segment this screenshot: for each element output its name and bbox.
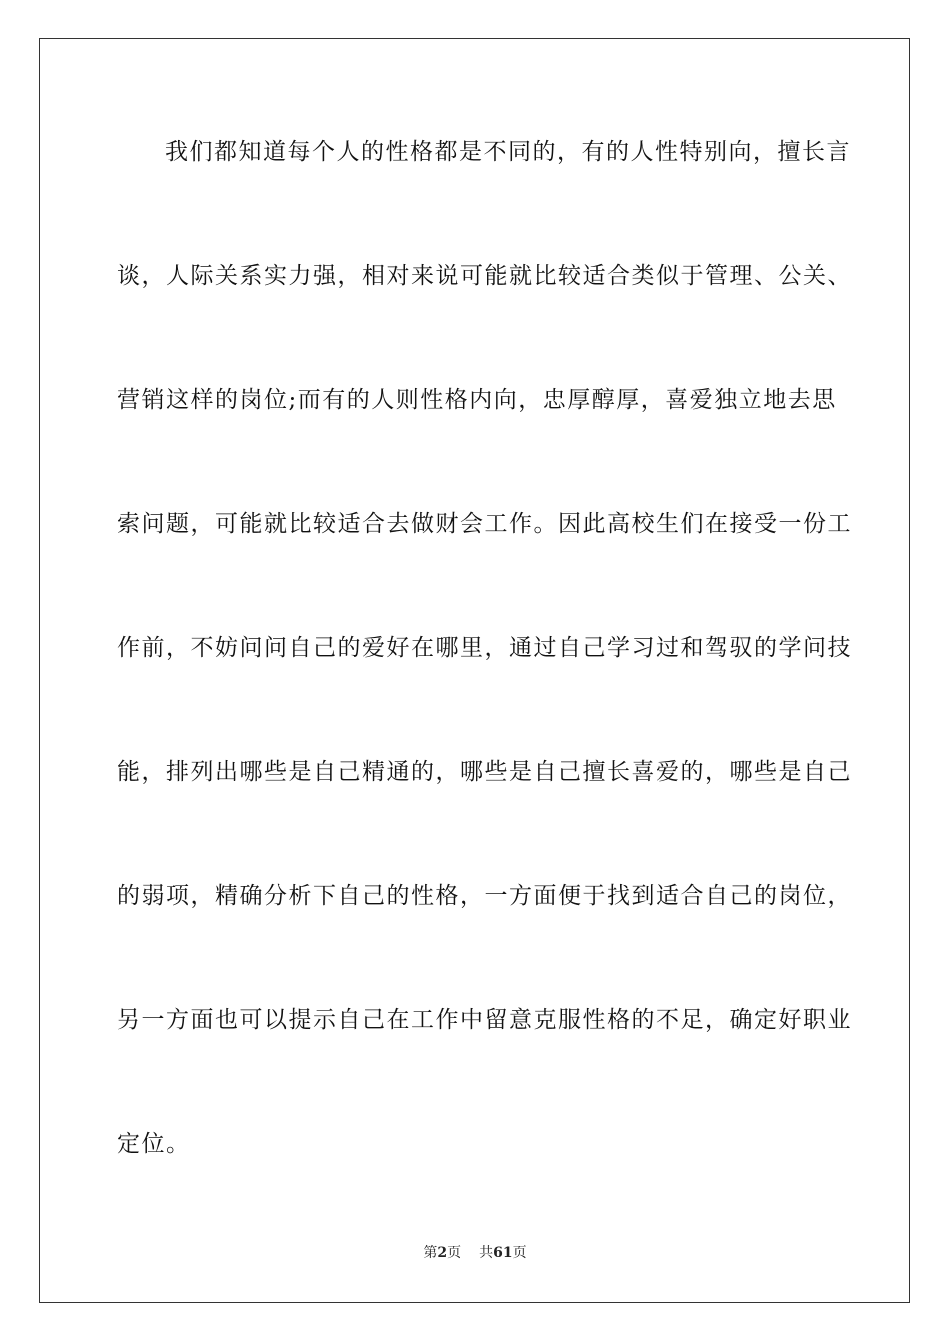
paragraph-line-1: 我们都知道每个人的性格都是不同的，有的人性特别向，擅长言 <box>165 139 851 165</box>
page-prefix: 第 <box>423 1245 438 1261</box>
total-suffix: 页 <box>512 1245 527 1261</box>
page-border <box>39 38 910 1303</box>
paragraph-line-8: 另一方面也可以提示自己在工作中留意克服性格的不足，确定好职业 <box>117 1007 852 1033</box>
paragraph-line-3: 营销这样的岗位;而有的人则性格内向，忠厚醇厚，喜爱独立地去思 <box>117 387 837 413</box>
total-pages: 61 <box>493 1245 513 1261</box>
page-footer <box>0 1244 950 1262</box>
total-prefix: 共 <box>479 1245 494 1261</box>
page-suffix: 页 <box>447 1245 462 1261</box>
paragraph-line-9: 定位。 <box>117 1131 191 1157</box>
paragraph-line-6: 能，排列出哪些是自己精通的，哪些是自己擅长喜爱的，哪些是自己 <box>117 759 852 785</box>
paragraph-line-4: 索问题，可能就比较适合去做财会工作。因此高校生们在接受一份工 <box>117 511 852 537</box>
paragraph-line-7: 的弱项，精确分析下自己的性格，一方面便于找到适合自己的岗位， <box>117 883 852 909</box>
paragraph-line-2: 谈，人际关系实力强，相对来说可能就比较适合类似于管理、公关、 <box>117 263 852 289</box>
paragraph-line-5: 作前，不妨问问自己的爱好在哪里，通过自己学习过和驾驭的学问技 <box>117 635 852 661</box>
page-number: 2 <box>437 1245 448 1261</box>
